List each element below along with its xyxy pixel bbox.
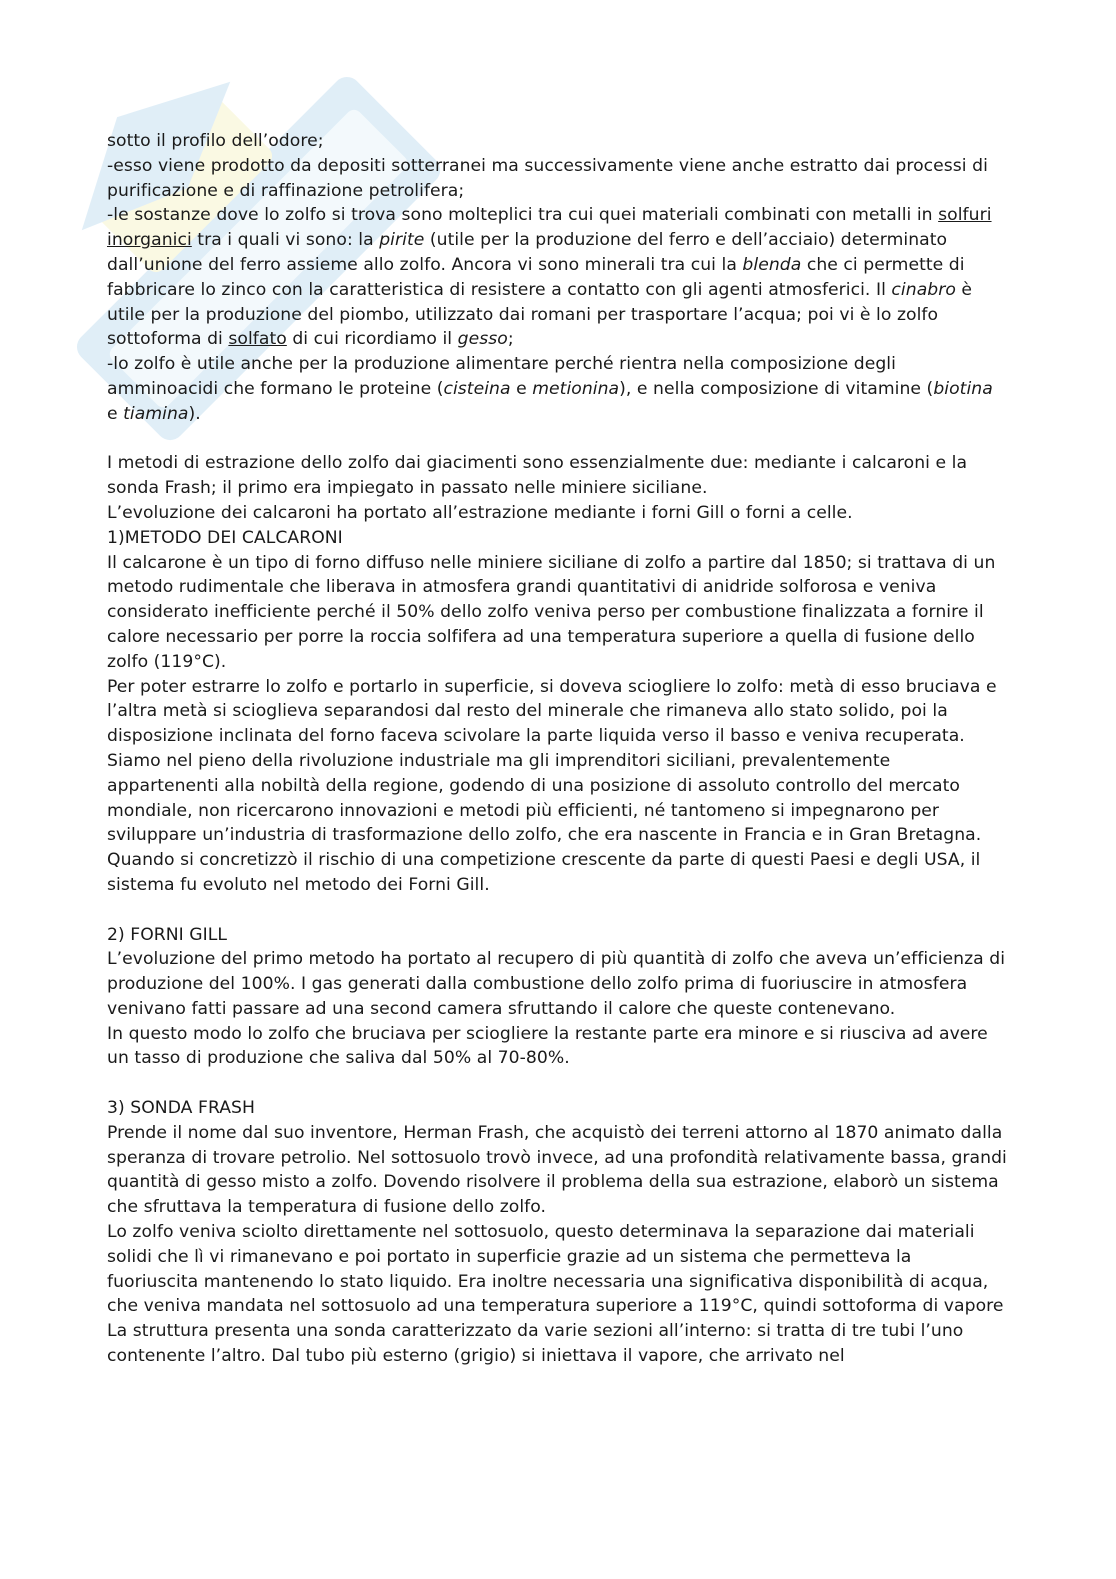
paragraph-depositi: -esso viene prodotto da depositi sotterranei ma successivamente viene anche estratto dai processi di purificazione e di raffinazione petrolifera;	[107, 155, 988, 201]
paragraph-alimentare: -lo zolfo è utile anche per la produzione alimentare perché rientra nella composizione degli amminoacidi che formano le proteine (cisteina e metionina), e nella composizione di vitamine (biotina e tiamina).	[107, 354, 993, 424]
paragraph-gap	[107, 427, 1007, 452]
term-cinabro: cinabro	[891, 279, 956, 300]
paragraph-gill-2: In questo modo lo zolfo che bruciava per sciogliere la restante parte era minore e si riusciva ad avere un tasso di produzione che saliva dal 50% al 70-80%.	[107, 1023, 988, 1069]
term-tiamina: tiamina	[123, 403, 189, 424]
term-gesso: gesso	[457, 329, 508, 350]
paragraph-gill-1: L’evoluzione del primo metodo ha portato al recupero di più quantità di zolfo che aveva un’efficienza di produzione del 100%. I gas generati dalla combustione dello zolfo prima di fuoriuscire in atmosfera venivano fatti passare ad una second camera sfruttando il calore che queste contenevano.	[107, 949, 1006, 1019]
term-pirite: pirite	[379, 230, 425, 251]
document-page	[107, 129, 1007, 1369]
paragraph-solfuri: -le sostanze dove lo zolfo si trova sono molteplici tra cui quei materiali combinati con metalli in solfuri inorganici tra i quali vi sono: la pirite (utile per la produzione del ferro e dell’acciaio) determinato dall’unione del ferro assieme allo zolfo. Ancora vi sono minerali tra cui la blenda che ci permette di fabbricare lo zinco con la caratteristica di resistere a contatto con gli agenti atmosferici. Il cinabro è utile per la produzione del piombo, utilizzato dai romani per trasportare l’acqua; poi vi è lo zolfo sottoforma di solfato di cui ricordiamo il gesso;	[107, 205, 992, 350]
paragraph-metodi: I metodi di estrazione dello zolfo dai giacimenti sono essenzialmente due: mediante i calcaroni e la sonda Frash; il primo era impiegato in passato nelle miniere siciliane.	[107, 453, 968, 499]
paragraph-calcarone: Il calcarone è un tipo di forno diffuso nelle miniere siciliane di zolfo a partire dal 1850; si trattava di un metodo rudimentale che liberava in atmosfera grandi quantitativi di anidride solforosa e veniva considerato inefficiente perché il 50% dello zolfo veniva perso per combustione finalizzata a fornire il calore necessario per porre la roccia solfifera ad una temperatura superiore a quella di fusione dello zolfo (119°C).	[107, 552, 996, 672]
paragraph-odore: sotto il profilo dell’odore;	[107, 131, 324, 151]
term-solfato: solfato	[228, 329, 287, 350]
paragraph-gap	[107, 1071, 1007, 1096]
term-biotina: biotina	[933, 378, 993, 399]
term-solfuri-inorganici: solfuri inorganici	[107, 205, 992, 251]
term-metionina: metionina	[532, 378, 620, 399]
heading-forni-gill: 2) FORNI GILL	[107, 924, 228, 945]
paragraph-estrarre: Per poter estrarre lo zolfo e portarlo in superficie, si doveva sciogliere lo zolfo: metà di esso bruciava e l’altra metà si scioglieva separandosi dal resto del minerale che rimaneva allo stato solido, poi la disposizione inclinata del forno faceva scivolare la parte liquida verso il basso e veniva recuperata.	[107, 676, 997, 747]
paragraph-frash-3: La struttura presenta una sonda caratterizzato da varie sezioni all’interno: si tratta di tre tubi l’uno contenente l’altro. Dal tubo più esterno (grigio) si iniettava il vapore, che arrivato nel	[107, 1321, 964, 1367]
heading-calcaroni: 1)METODO DEI CALCARONI	[107, 527, 343, 548]
paragraph-frash-1: Prende il nome dal suo inventore, Herman Frash, che acquistò dei terreni attorno al 1870 animato dalla speranza di trovare petrolio. Nel sottosuolo trovò invece, ad una profondità relativamente bassa, grandi quantità di gesso misto a zolfo. Dovendo risolvere il problema della sua estrazione, elaborò un sistema che sfruttava la temperatura di fusione dello zolfo.	[107, 1122, 1007, 1218]
heading-sonda-frash: 3) SONDA FRASH	[107, 1098, 255, 1119]
paragraph-competizione: Quando si concretizzò il rischio di una competizione crescente da parte di questi Paesi e degli USA, il sistema fu evoluto nel metodo dei Forni Gill.	[107, 850, 981, 895]
paragraph-rivoluzione: Siamo nel pieno della rivoluzione industriale ma gli imprenditori siciliani, prevalentemente appartenenti alla nobiltà della regione, godendo di una posizione di assoluto controllo del mercato mondiale, non ricercarono innovazioni e metodi più efficienti, né tantomeno si impegnarono per sviluppare un’industria di trasformazione dello zolfo, che era nascente in Francia e in Gran Bretagna.	[107, 750, 982, 846]
paragraph-frash-2: Lo zolfo veniva sciolto direttamente nel sottosuolo, questo determinava la separazione dai materiali solidi che lì vi rimanevano e poi portato in superficie grazie ad un sistema che permetteva la fuoriuscita mantenendo lo stato liquido. Era inoltre necessaria una significativa disponibilità di acqua, che veniva mandata nel sottosuolo ad una temperatura superiore a 119°C, quindi sottoforma di vapore	[107, 1222, 1004, 1317]
paragraph-evoluzione: L’evoluzione dei calcaroni ha portato all’estrazione mediante i forni Gill o forni a celle.	[107, 502, 853, 523]
term-cisteina: cisteina	[443, 378, 511, 399]
paragraph-gap	[107, 898, 1007, 923]
term-blenda: blenda	[742, 254, 802, 275]
